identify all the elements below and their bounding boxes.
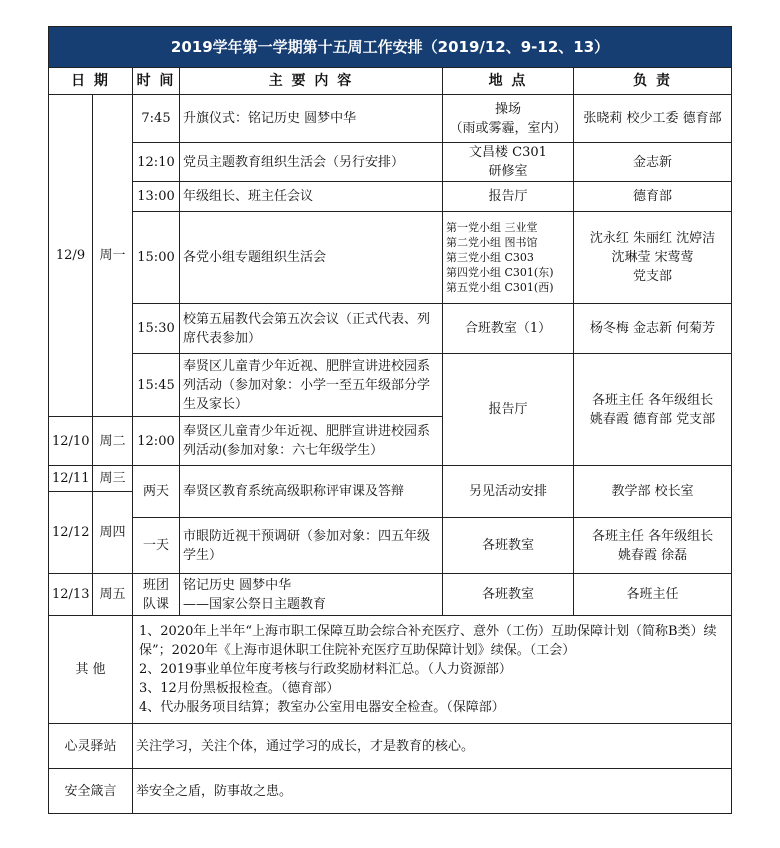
content-cell: 铭记历史 圆梦中华 ——国家公祭日主题教育: [180, 574, 443, 616]
table-row: [49, 143, 732, 182]
time-cell: 班团 队课: [133, 574, 180, 616]
date-cell: 12/13: [49, 574, 93, 616]
content-cell: 奉贤区教育系统高级职称评审课及答辩: [180, 466, 443, 518]
table-row: [49, 212, 732, 304]
header-time: 时 间: [133, 68, 180, 95]
others-item-3: 3、12月份黑板报检查。（德育部）: [139, 681, 340, 696]
content-cell: 年级组长、班主任会议: [180, 182, 443, 212]
person-cell: 杨冬梅 金志新 何菊芳: [574, 304, 732, 354]
date-cell: 12/11: [49, 466, 93, 492]
time-cell: 13:00: [133, 182, 180, 212]
person-cell: 张晓莉 校少工委 德育部: [574, 95, 732, 143]
place-cell: 各班教室: [443, 518, 574, 574]
place-cell: 另见活动安排: [443, 466, 574, 518]
schedule-table: [48, 26, 732, 814]
place-cell: 操场 （雨或雾霾，室内）: [443, 95, 574, 143]
table-row: [49, 304, 732, 354]
date-cell: 12/12: [49, 492, 93, 574]
weekday-cell: 周一: [93, 95, 133, 417]
person-cell: 沈永红 朱丽红 沈婷洁 沈琳莹 宋莺莺 党支部: [574, 212, 732, 304]
table-row: [49, 354, 732, 417]
motto-label: 安全箴言: [49, 769, 133, 814]
station-label: 心灵驿站: [49, 724, 133, 769]
content-cell: 奉贤区儿童青少年近视、肥胖宣讲进校园系列活动(参加对象：六七年级学生）: [180, 417, 443, 466]
weekday-cell: 周三: [93, 466, 133, 492]
others-row: [49, 616, 732, 724]
header-content: 主 要 内 容: [180, 68, 443, 95]
place-cell: 报告厅: [443, 182, 574, 212]
weekday-cell: 周五: [93, 574, 133, 616]
date-cell: 12/10: [49, 417, 93, 466]
others-item-2: 2、2019事业单位年度考核与行政奖励材料汇总。（人力资源部）: [139, 662, 512, 677]
table-row: [49, 518, 732, 574]
time-cell: 一天: [133, 518, 180, 574]
header-place: 地 点: [443, 68, 574, 95]
table-row: [49, 466, 732, 492]
place-cell: 各班教室: [443, 574, 574, 616]
time-cell: 7:45: [133, 95, 180, 143]
content-cell: 各党小组专题组织生活会: [180, 212, 443, 304]
schedule-sheet: [48, 26, 731, 814]
weekday-cell: 周四: [93, 492, 133, 574]
weekday-cell: 周二: [93, 417, 133, 466]
time-cell: 15:45: [133, 354, 180, 417]
content-cell: 校第五届教代会第五次会议（正式代表、列席代表参加）: [180, 304, 443, 354]
motto-row: [49, 769, 732, 814]
content-cell: 奉贤区儿童青少年近视、肥胖宣讲进校园系列活动（参加对象：小学一至五年级部分学生及家长）: [180, 354, 443, 417]
time-cell: 12:00: [133, 417, 180, 466]
table-row: [49, 182, 732, 212]
date-cell: 12/9: [49, 95, 93, 417]
time-cell: 两天: [133, 466, 180, 518]
content-cell: 升旗仪式：铭记历史 圆梦中华: [180, 95, 443, 143]
person-cell: 教学部 校长室: [574, 466, 732, 518]
station-text: 关注学习，关注个体，通过学习的成长，才是教育的核心。: [133, 724, 732, 769]
person-cell: 各班主任: [574, 574, 732, 616]
header-date: 日 期: [49, 68, 133, 95]
time-cell: 12:10: [133, 143, 180, 182]
place-cell: 合班教室（1）: [443, 304, 574, 354]
person-cell: 各班主任 各年级组长 姚春霞 德育部 党支部: [574, 354, 732, 466]
person-cell: 金志新: [574, 143, 732, 182]
table-row: [49, 574, 732, 616]
table-row: [49, 95, 732, 143]
others-item-4: 4、代办服务项目结算；教室办公室用电器安全检查。（保障部）: [139, 700, 505, 715]
time-cell: 15:00: [133, 212, 180, 304]
others-label: 其 他: [49, 616, 133, 724]
header-person: 负 责: [574, 68, 732, 95]
person-cell: 德育部: [574, 182, 732, 212]
others-content: [133, 616, 732, 724]
content-cell: 党员主题教育组织生活会（另行安排）: [180, 143, 443, 182]
person-cell: 各班主任 各年级组长 姚春霞 徐磊: [574, 518, 732, 574]
motto-text: 举安全之盾，防事故之患。: [133, 769, 732, 814]
place-cell: 文昌楼 C301 研修室: [443, 143, 574, 182]
place-cell: 第一党小组 三业堂 第二党小组 图书馆 第三党小组 C303 第四党小组 C301(东) 第五党小组 C301(西): [443, 212, 574, 304]
page-title: 2019学年第一学期第十五周工作安排（2019/12、9-12、13）: [49, 27, 732, 68]
station-row: [49, 724, 732, 769]
place-cell: 报告厅: [443, 354, 574, 466]
time-cell: 15:30: [133, 304, 180, 354]
others-item-1: 1、2020年上半年“上海市职工保障互助会综合补充医疗、意外（工伤）互助保障计划（简称B类）续保”；2020年《上海市退休职工住院补充医疗互助保障计划》续保。（工会）: [139, 624, 717, 658]
content-cell: 市眼防近视干预调研（参加对象：四五年级学生）: [180, 518, 443, 574]
